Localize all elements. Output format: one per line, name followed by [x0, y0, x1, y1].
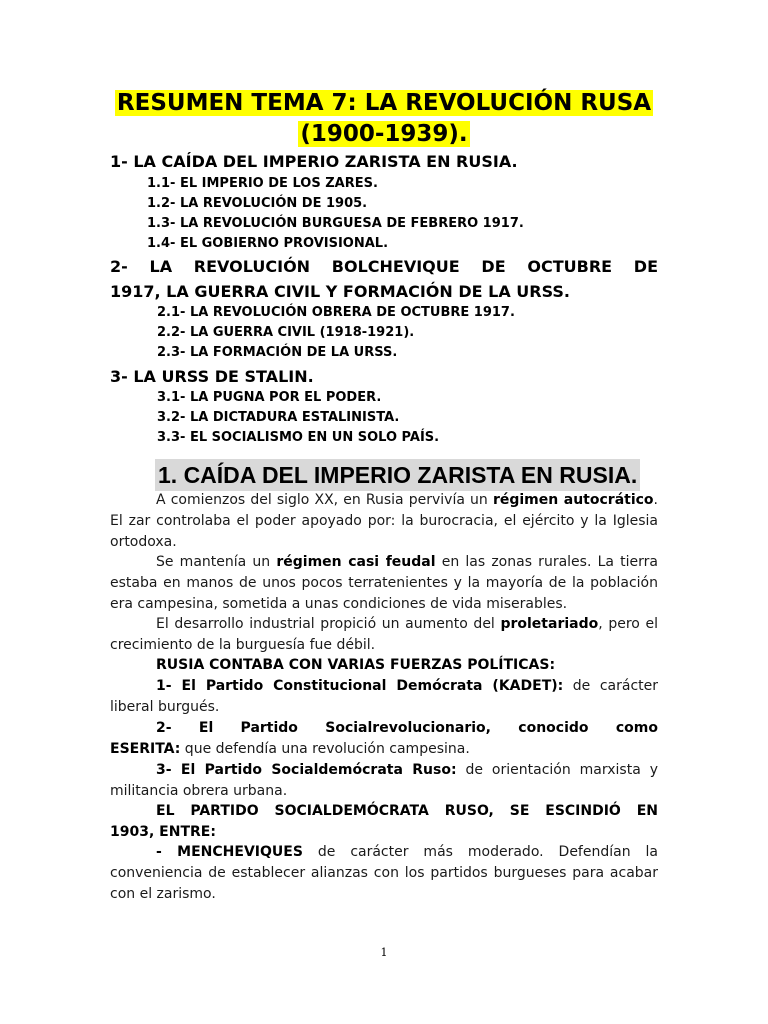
- page-number: 1: [380, 946, 388, 959]
- toc-section-2-line-1: 2- LA REVOLUCIÓN BOLCHEVIQUE DE OCTUBRE DE: [110, 257, 658, 276]
- toc-item: 3.1- LA PUGNA POR EL PODER.: [157, 390, 382, 405]
- toc-item: 2.1- LA REVOLUCIÓN OBRERA DE OCTUBRE 1917.: [157, 305, 515, 320]
- toc-section-1: 1- LA CAÍDA DEL IMPERIO ZARISTA EN RUSIA.: [110, 152, 518, 171]
- party-socialdemocrata: 3- El Partido Socialdemócrata Ruso: de orientación marxista y militancia obrera urbana.: [110, 762, 658, 799]
- paragraph-feudal: Se mantenía un régimen casi feudal en las zonas rurales. La tierra estaba en manos de unos pocos terratenientes y la mayoría de la población era campesina, sometida a unas condiciones de vida miserables.: [110, 554, 658, 612]
- toc-item: 2.2- LA GUERRA CIVIL (1918-1921).: [157, 325, 415, 340]
- split-heading-line-2: 1903, ENTRE:: [110, 824, 216, 840]
- toc-item: 1.4- EL GOBIERNO PROVISIONAL.: [147, 236, 389, 251]
- toc-section-2-line-2: 1917, LA GUERRA CIVIL Y FORMACIÓN DE LA URSS.: [110, 282, 570, 301]
- toc-item: 1.3- LA REVOLUCIÓN BURGUESA DE FEBRERO 1917.: [147, 216, 524, 231]
- toc-section-3: 3- LA URSS DE STALIN.: [110, 367, 314, 386]
- paragraph-mencheviques: - MENCHEVIQUES de carácter más moderado. Defendían la conveniencia de establecer alianzas con los partidos burgueses para acabar con el zarismo.: [110, 844, 658, 902]
- toc-item: 3.2- LA DICTADURA ESTALINISTA.: [157, 410, 400, 425]
- toc-item: 1.2- LA REVOLUCIÓN DE 1905.: [147, 196, 368, 211]
- toc-item: 2.3- LA FORMACIÓN DE LA URSS.: [157, 345, 398, 360]
- page-title-line-2: (1900-1939).: [300, 121, 468, 147]
- party-kadet: 1- El Partido Constitucional Demócrata (KADET): de carácter liberal burgués.: [110, 678, 658, 715]
- page-title-line-1: RESUMEN TEMA 7: LA REVOLUCIÓN RUSA: [116, 90, 652, 116]
- party-eserita-line-1: 2- El Partido Socialrevolucionario, conocido como: [156, 720, 658, 736]
- toc-item: 3.3- EL SOCIALISMO EN UN SOLO PAÍS.: [157, 430, 440, 445]
- split-heading-line-1: EL PARTIDO SOCIALDEMÓCRATA RUSO, SE ESCINDIÓ EN: [156, 803, 658, 819]
- forces-heading: RUSIA CONTABA CON VARIAS FUERZAS POLÍTICAS:: [156, 657, 556, 673]
- toc-item: 1.1- EL IMPERIO DE LOS ZARES.: [147, 176, 378, 191]
- section-heading: 1. CAÍDA DEL IMPERIO ZARISTA EN RUSIA.: [155, 459, 640, 491]
- party-eserita-line-2: ESERITA: que defendía una revolución campesina.: [110, 741, 470, 757]
- paragraph-industry: El desarrollo industrial propició un aumento del proletariado, pero el crecimiento de la burguesía fue débil.: [110, 616, 658, 653]
- paragraph-regime: A comienzos del siglo XX, en Rusia pervivía un régimen autocrático. El zar controlaba el poder apoyado por: la burocracia, el ejército y la Iglesia ortodoxa.: [110, 492, 658, 550]
